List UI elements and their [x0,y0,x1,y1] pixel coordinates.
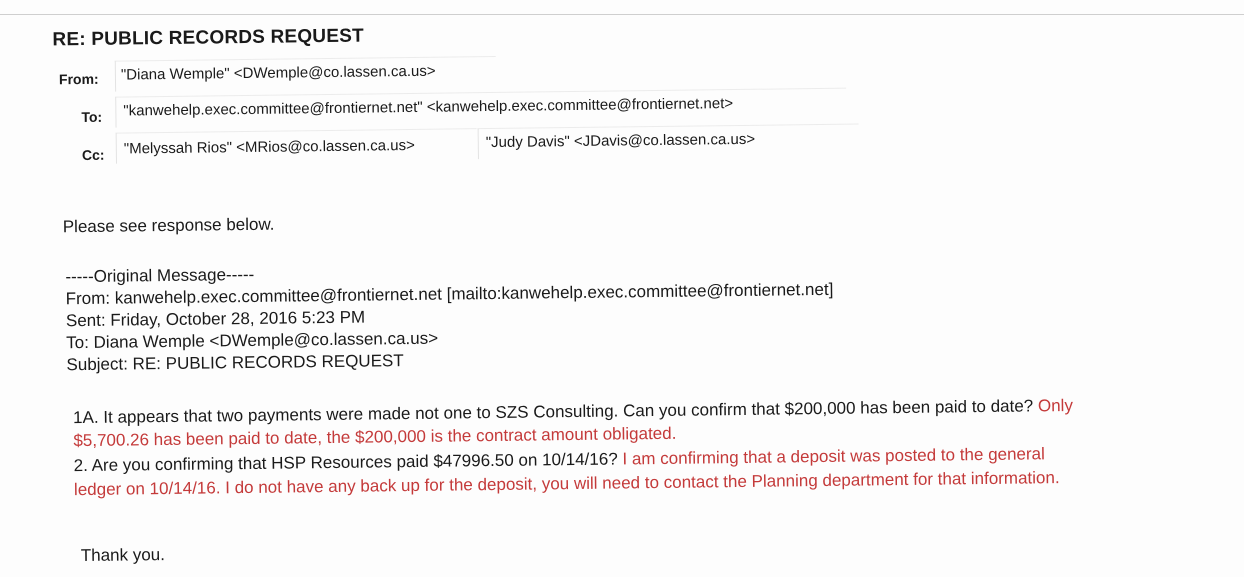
email-subject-heading: RE: PUBLIC RECORDS REQUEST [52,25,364,51]
cc-value-judy: "Judy Davis" <JDavis@co.lassen.ca.us> [485,130,756,152]
question-1a-text: 1A. It appears that two payments were made not one to SZS Consulting. Can you confirm that $200,000 has been paid to date? [72,396,1034,428]
cc-value-melyssah: "Melyssah Rios" <MRios@co.lassen.ca.us> [123,136,415,158]
answer-2-rest: ledger on 10/14/16. I do not have any back up for the deposit, you will need to contact the Planning department for that information. [73,468,1060,500]
closing-text: Thank you. [80,545,166,566]
from-value: "Diana Wemple" <DWemple@co.lassen.ca.us> [120,62,436,84]
intro-text: Please see response below. [62,214,275,237]
answer-2-start: I am confirming that a deposit was posted to the general [622,444,1045,469]
original-message-header: -----Original Message----- [65,264,255,287]
from-label: From: [58,70,99,88]
original-to: To: Diana Wemple <DWemple@co.lassen.ca.us> [66,328,439,353]
original-from: From: kanwehelp.exec.committee@frontiernet.net [mailto:kanwehelp.exec.committee@frontiernet.net] [65,279,834,309]
original-subject: Subject: RE: PUBLIC RECORDS REQUEST [66,351,404,375]
to-value: "kanwehelp.exec.committee@frontiernet.net" <kanwehelp.exec.committee@frontiernet.net> [123,95,734,120]
answer-1a-start: Only [1037,395,1074,416]
original-sent: Sent: Friday, October 28, 2016 5:23 PM [65,307,366,331]
to-label: To: [81,108,103,126]
question-2-text: 2. Are you confirming that HSP Resources paid $47996.50 on 10/14/16? [73,449,618,476]
answer-1a-rest: $5,700.26 has been paid to date, the $200,000 is the contract amount obligated. [73,423,677,451]
cc-label: Cc: [81,146,105,164]
